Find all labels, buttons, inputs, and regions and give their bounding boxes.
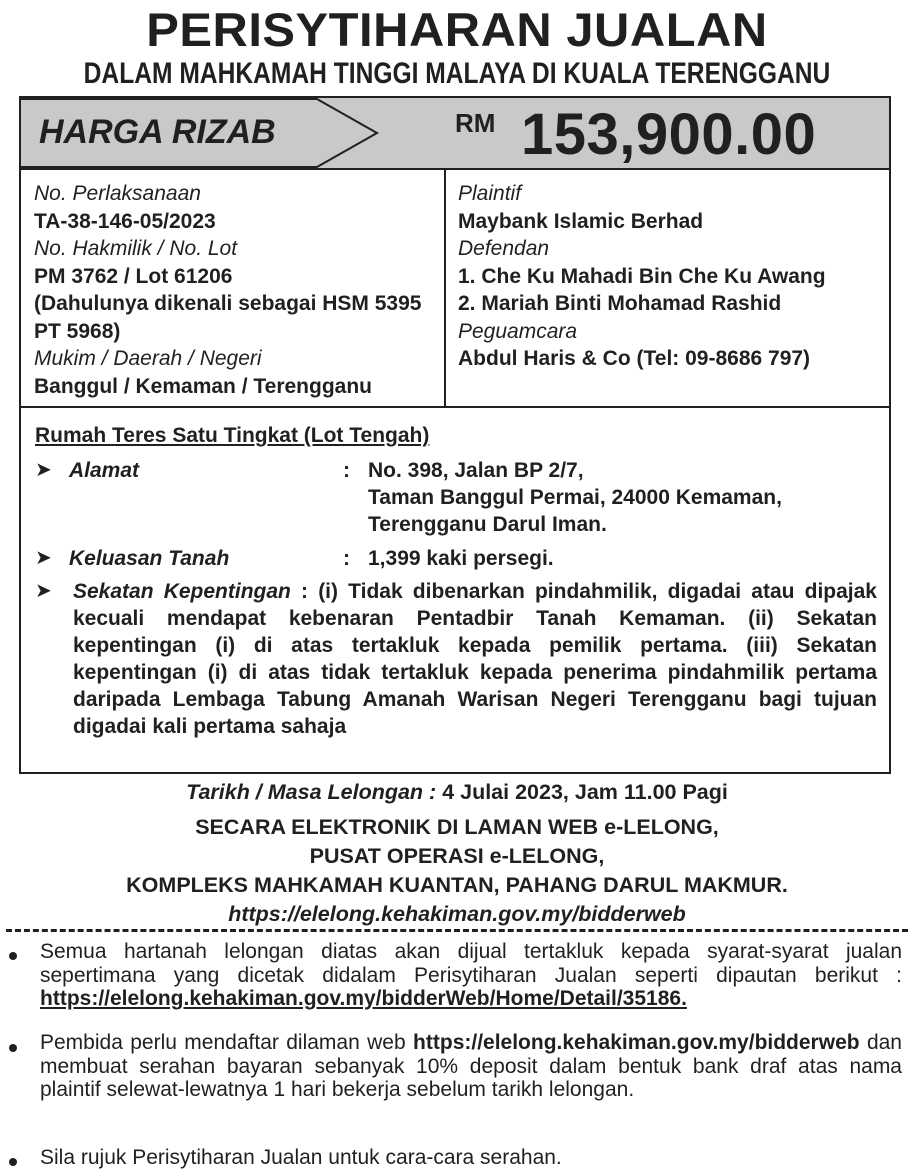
note-conditions bbox=[40, 940, 902, 1011]
auction-venue-line-2: PUSAT OPERASI e-LELONG, bbox=[309, 844, 605, 868]
auction-date-value: 4 Julai 2023, Jam 11.00 Pagi bbox=[442, 780, 728, 804]
case-info-right bbox=[458, 180, 883, 373]
note-registration bbox=[40, 1031, 902, 1102]
currency-label: RM bbox=[455, 108, 496, 138]
defendant-label: Defendan bbox=[458, 237, 550, 260]
auction-date-label: Tarikh / Masa Lelongan : bbox=[186, 780, 437, 804]
note-registration-text-b: dan membuat serahan bayaran sebanyak 10% deposit dalam bentuk bank draf atas nama plaintif selewat-lewatnya 1 hari bekerja sebelum tarikh lelongan. bbox=[40, 1031, 902, 1101]
case-info-left bbox=[34, 180, 439, 400]
land-area-value: 1,399 kaki persegi. bbox=[368, 547, 554, 570]
address-line-3: Terengganu Darul Iman. bbox=[368, 513, 607, 536]
note-submission: Sila rujuk Perisytiharan Jualan untuk cara-cara serahan. bbox=[40, 1146, 562, 1169]
bullet-dot-icon bbox=[9, 952, 17, 960]
reserve-price-value: 153,900.00 bbox=[521, 102, 817, 167]
note-registration-text-a: Pembida perlu mendaftar dilaman web bbox=[40, 1031, 406, 1054]
property-type-heading: Rumah Teres Satu Tingkat (Lot Tengah) bbox=[35, 424, 430, 447]
arrow-bullet-icon: ➤ bbox=[35, 459, 52, 481]
conditions-detail-link[interactable]: https://elelong.kehakiman.gov.my/bidderWeb/Home/Detail/35186. bbox=[40, 987, 687, 1010]
auction-url-link[interactable]: https://elelong.kehakiman.gov.my/bidderweb bbox=[228, 902, 686, 926]
column-divider bbox=[444, 168, 446, 406]
restriction-text: (i) Tidak dibenarkan pindahmilik, digadai atau dipajak kecuali mendapat kebenaran Pentadbir Tanah Kemaman. (ii) Sekatan kepentingan (i) di atas tertakluk kepada pemilik pertama. (iii) Sekatan kepentingan (i) di atas tidak tertakluk kepada penerima pindahmilik pertama daripada Lembaga Tabung Amanah Warisan Negeri Terengganu bagi tujuan digadai kali pertama sahaja bbox=[73, 580, 877, 738]
bidder-registration-link[interactable]: https://elelong.kehakiman.gov.my/bidderweb bbox=[413, 1031, 860, 1054]
land-area-colon: : bbox=[343, 547, 350, 570]
case-info-table bbox=[19, 168, 891, 408]
location-label: Mukim / Daerah / Negeri bbox=[34, 347, 262, 370]
plaintiff-label: Plaintif bbox=[458, 182, 522, 205]
note-conditions-text: Semua hartanah lelongan diatas akan dijual tertakluk kepada syarat-syarat jualan sepertimana yang dicetak didalam Perisytiharan Jualan seperti dipautan berikut : bbox=[40, 940, 902, 987]
title-lot-note: (Dahulunya dikenali sebagai HSM 5395 PT 5968) bbox=[34, 292, 422, 343]
address-label: Alamat bbox=[69, 459, 140, 482]
defendant-1: 1. Che Ku Mahadi Bin Che Ku Awang bbox=[458, 264, 826, 288]
reserve-price-label: HARGA RIZAB bbox=[39, 113, 276, 151]
auction-date-line bbox=[0, 778, 914, 807]
execution-no-value: TA-38-146-05/2023 bbox=[34, 209, 216, 233]
lawyer-label: Peguamcara bbox=[458, 319, 578, 343]
land-area-label: Keluasan Tanah bbox=[69, 547, 230, 570]
court-subtitle: DALAM MAHKAMAH TINGGI MALAYA DI KUALA TERENGGANU bbox=[83, 57, 831, 90]
page-title: PERISYTIHARAN JUALAN bbox=[146, 3, 768, 56]
execution-no-label: No. Perlaksanaan bbox=[34, 182, 201, 205]
auction-venue-line-1: SECARA ELEKTRONIK DI LAMAN WEB e-LELONG, bbox=[195, 815, 719, 839]
property-details bbox=[19, 406, 891, 774]
dashed-divider bbox=[6, 929, 908, 932]
restriction-colon: : bbox=[301, 580, 309, 603]
plaintiff-value: Maybank Islamic Berhad bbox=[458, 209, 704, 233]
lawyer-value: Abdul Haris & Co (Tel: 09-8686 797) bbox=[458, 347, 811, 370]
address-line-1: No. 398, Jalan BP 2/7, bbox=[368, 459, 584, 482]
restriction-label: Sekatan Kepentingan bbox=[73, 580, 291, 603]
location-value: Banggul / Kemaman / Terengganu bbox=[34, 374, 372, 398]
title-lot-value: PM 3762 / Lot 61206 bbox=[34, 264, 233, 288]
defendant-2: 2. Mariah Binti Mohamad Rashid bbox=[458, 292, 782, 315]
auction-info bbox=[0, 778, 914, 929]
reserve-price-banner bbox=[19, 96, 891, 170]
title-lot-label: No. Hakmilik / No. Lot bbox=[34, 237, 238, 260]
auction-venue-line-3: KOMPLEKS MAHKAMAH KUANTAN, PAHANG DARUL MAKMUR. bbox=[126, 873, 788, 897]
arrow-bullet-icon: ➤ bbox=[35, 580, 52, 602]
bullet-dot-icon bbox=[9, 1044, 17, 1052]
address-line-2: Taman Banggul Permai, 24000 Kemaman, bbox=[368, 486, 782, 509]
bullet-dot-icon bbox=[9, 1158, 17, 1166]
address-colon: : bbox=[343, 459, 350, 482]
arrow-bullet-icon: ➤ bbox=[35, 547, 52, 569]
restriction-block bbox=[73, 578, 877, 740]
